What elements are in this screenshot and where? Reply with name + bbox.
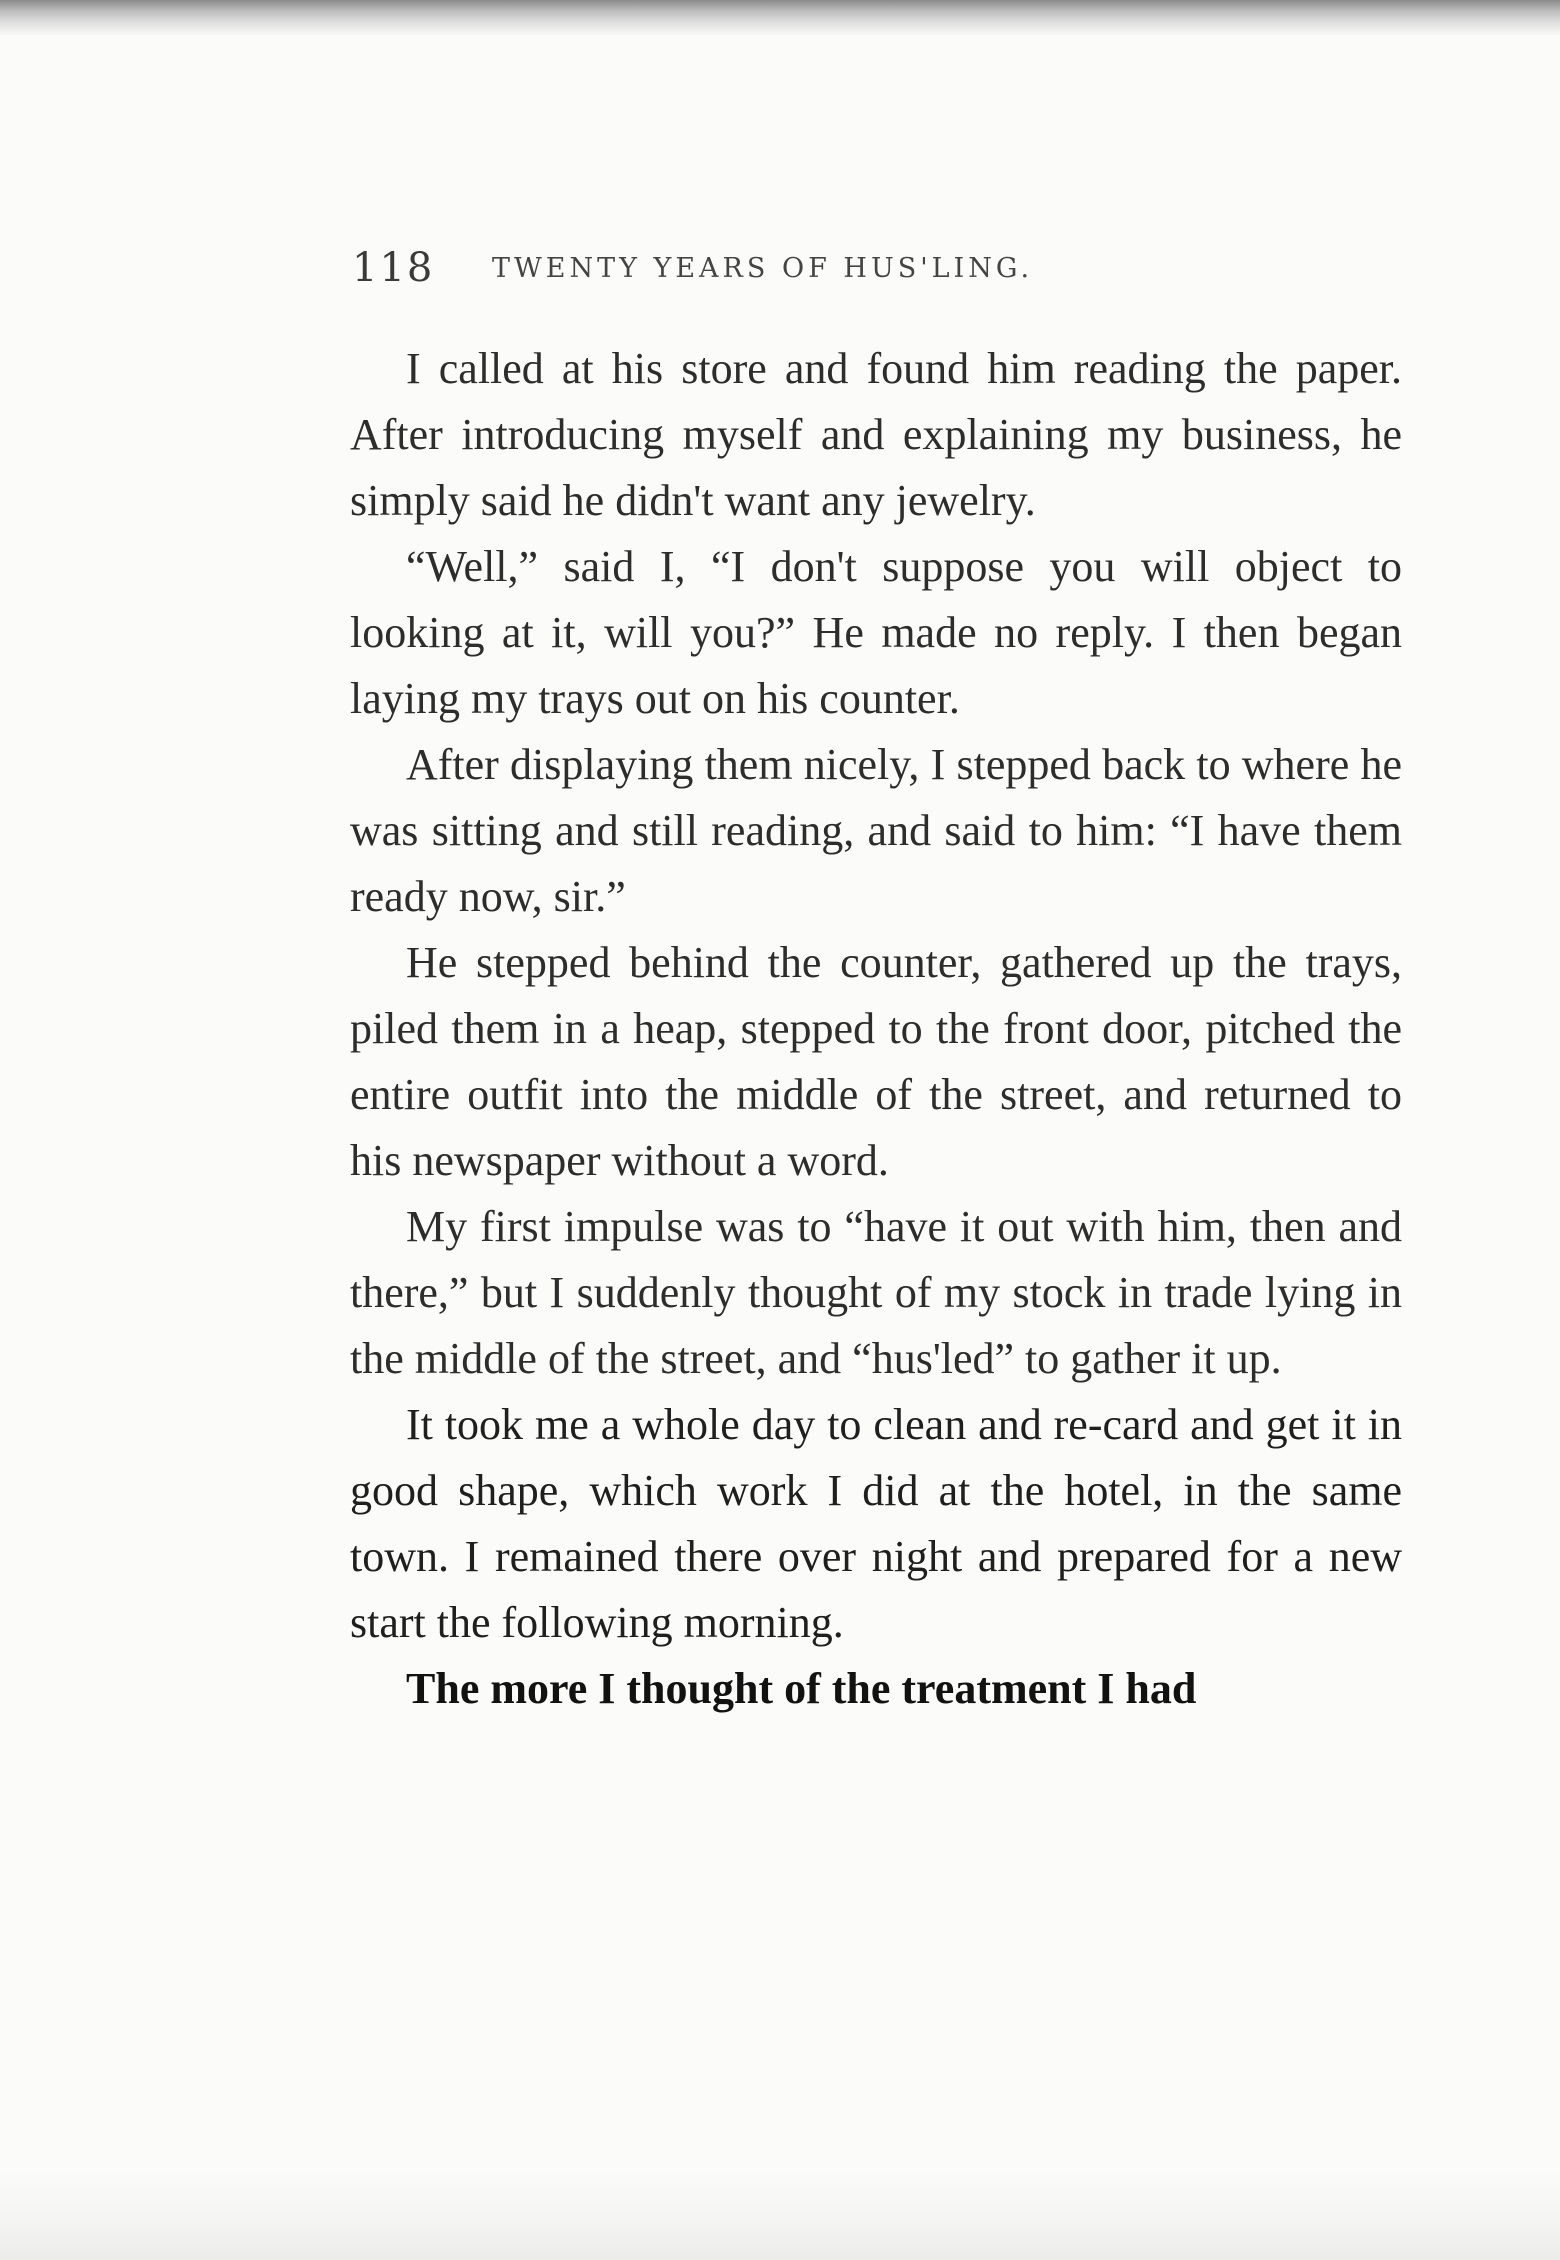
page-top-edge-shadow [0, 0, 1560, 36]
paragraph: My first impulse was to “have it out with him, then and there,” but I suddenly thought of my stock in trade lying in the middle of the street, and “hus'led” to gather it up. [350, 1202, 1402, 1383]
body-text [350, 336, 1402, 1722]
running-title: TWENTY YEARS OF HUS'LING. [492, 253, 1034, 284]
paragraph: After displaying them nicely, I stepped back to where he was sitting and still reading, and said to him: “I have them ready now, sir.” [350, 740, 1402, 921]
paragraph: He stepped behind the counter, gathered up the trays, piled them in a heap, stepped to the front door, pitched the entire outfit into the middle of the street, and returned to his newspaper without a word. [350, 938, 1402, 1185]
paragraph: “Well,” said I, “I don't suppose you will object to looking at it, will you?” He made no reply. I then began laying my trays out on his counter. [350, 542, 1402, 723]
running-header [352, 245, 1402, 295]
page-number: 118 [352, 245, 435, 291]
paragraph: I called at his store and found him reading the paper. After introducing myself and explaining my business, he simply said he didn't want any jewelry. [350, 344, 1402, 525]
page-bottom-edge [0, 2170, 1560, 2260]
paragraph: The more I thought of the treatment I had [406, 1664, 1197, 1713]
paragraph: It took me a whole day to clean and re-card and get it in good shape, which work I did at the hotel, in the same town. I remained there over night and prepared for a new start the following morning. [350, 1400, 1402, 1647]
